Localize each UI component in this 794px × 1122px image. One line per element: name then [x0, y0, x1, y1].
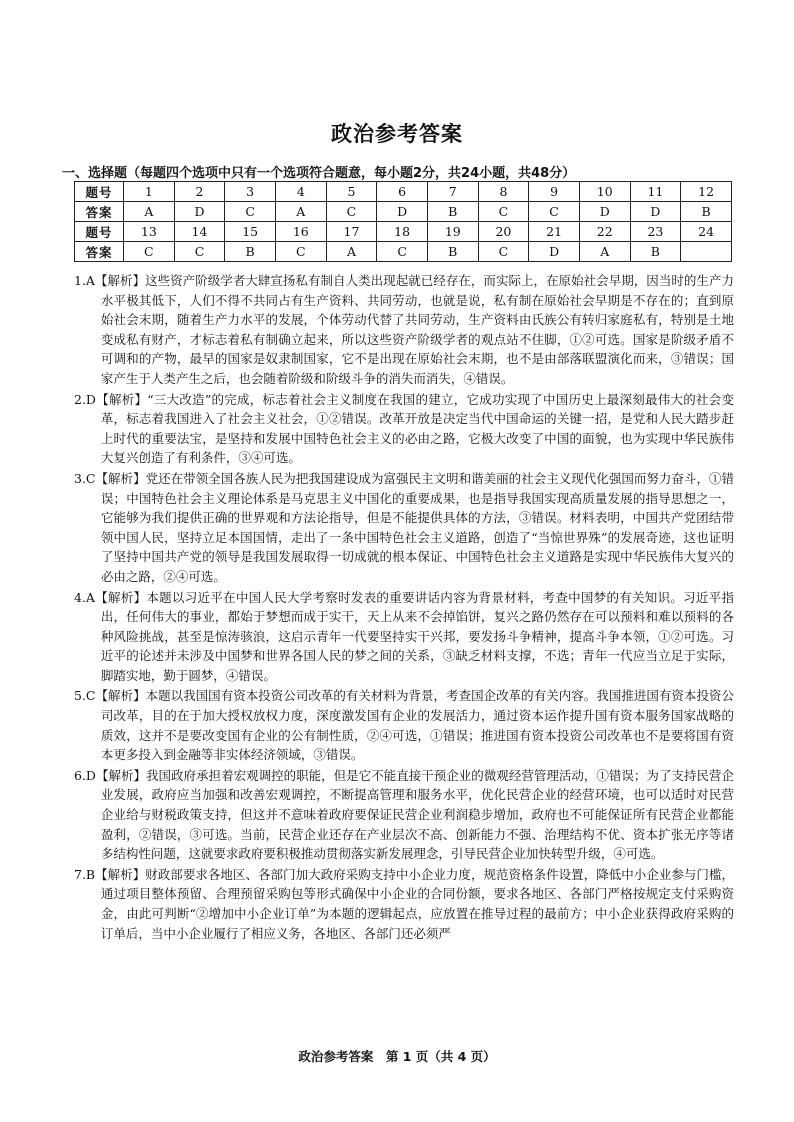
answer-cell: C — [275, 242, 326, 262]
answer-cell: 5 — [326, 182, 377, 202]
explanation-item: 6.D【解析】我国政府承担着宏观调控的职能，但是它不能直接干预企业的微观经营管理活动，①错误；为了支持民营企业发展，政府应当加强和改善宏观调控，不断提高管理和服务水平，优化民营企业的经营环境，也可以适时对民营企业给与财税政策支持，但这并不意味着政府要保证民营企业利润稳步增加，政府也不可能保证所有民营企业都能盈利，②错误，③可选。当前，民营企业还存在产业层次不高、创新能力不强、治理结构不优、资本扩张无序等诸多结构性问题，这就要求政府要积极推动贯彻落实新发展理念，引导民营企业加快转型升级，④可选。 — [74, 767, 734, 862]
answer-cell: C — [174, 242, 225, 262]
answer-table-row — [75, 202, 732, 222]
answer-cell: 24 — [681, 222, 732, 242]
answer-cell: A — [275, 202, 326, 222]
answer-cell: D — [377, 202, 428, 222]
answer-cell: B — [630, 242, 681, 262]
answer-cell: 3 — [225, 182, 276, 202]
answer-cell: C — [225, 202, 276, 222]
answer-cell: B — [427, 242, 478, 262]
answer-cell: C — [478, 202, 529, 222]
answer-cell: 20 — [478, 222, 529, 242]
page-footer: 政治参考答案 第 1 页（共 4 页） — [298, 1049, 496, 1064]
answer-table-row — [75, 182, 732, 202]
answer-cell: 13 — [124, 222, 175, 242]
answer-cell: D — [529, 242, 580, 262]
answer-cell: B — [225, 242, 276, 262]
answer-cell: 2 — [174, 182, 225, 202]
row-label: 题号 — [75, 222, 124, 242]
row-label: 题号 — [75, 182, 124, 202]
explanations — [74, 271, 734, 944]
page-title: 政治参考答案 — [331, 122, 463, 146]
answer-cell: C — [326, 202, 377, 222]
answer-cell: 6 — [377, 182, 428, 202]
answer-cell: 23 — [630, 222, 681, 242]
answer-cell: C — [478, 242, 529, 262]
answer-cell: 17 — [326, 222, 377, 242]
answer-cell — [681, 242, 732, 262]
answer-cell: 16 — [275, 222, 326, 242]
answer-cell: A — [579, 242, 630, 262]
answer-cell: 22 — [579, 222, 630, 242]
answer-cell: A — [326, 242, 377, 262]
row-label: 答案 — [75, 202, 124, 222]
answer-cell: 8 — [478, 182, 529, 202]
explanation-item: 3.C【解析】党还在带领全国各族人民为把我国建设成为富强民主文明和谐美丽的社会主义现代化强国而努力奋斗，①错误；中国特色社会主义理论体系是马克思主义中国化的重要成果，也是指导我国实现高质量发展的指导思想之一，它能够为我们提供正确的世界观和方法论指导，但是不能提供具体的方法，③错误。材料表明，中国共产党团结带领中国人民，坚持立足本国国情，走出了一条中国特色社会主义道路，创造了“当惊世界殊”的发展奇迹，这也证明了坚持中国共产党的领导是我国发展取得一切成就的根本保证、中国特色社会主义道路是实现中华民族伟大复兴的必由之路，②④可选。 — [74, 470, 734, 584]
answer-table-row — [75, 242, 732, 262]
row-label: 答案 — [75, 242, 124, 262]
answer-cell: 14 — [174, 222, 225, 242]
answer-cell: B — [681, 202, 732, 222]
explanation-item: 2.D【解析】“三大改造”的完成，标志着社会主义制度在我国的建立，它成功实现了中国历史上最深刻最伟大的社会变革，标志着我国进入了社会主义社会，①②错误。改革开放是决定当代中国命运的关键一招，是党和人民大踏步赶上时代的重要法宝，是坚持和发展中国特色社会主义的必由之路，它极大改变了中国的面貌，也为实现中华民族伟大复兴创造了有利条件，③④可选。 — [74, 391, 734, 466]
explanation-item: 1.A【解析】这些资产阶级学者大肆宣扬私有制自人类出现起就已经存在，而实际上，在原始社会早期，因当时的生产力水平极其低下，人们不得不共同占有生产资料、共同劳动，也就是说，私有制在原始社会早期是不存在的；直到原始社会末期，随着生产力水平的发展，个体劳动代替了共同劳动，生产资料由氏族公有转归家庭私有，特别是土地变成私有财产，才标志着私有制确立起来，所以这些资产阶级学者的观点站不住脚，①②可选。国家是阶级矛盾不可调和的产物，最早的国家是奴隶制国家，它不是出现在原始社会末期，也不是由部落联盟演化而来，③错误；国家产生于人类产生之后，也会随着阶级和阶级斗争的消失而消失，④错误。 — [74, 273, 734, 386]
explanation-item: 5.C【解析】本题以我国国有资本投资公司改革的有关材料为背景，考查国企改革的有关内容。我国推进国有资本投资公司改革，目的在于加大授权放权力度，深度激发国有企业的发展活力，通过资本运作提升国有资本服务国家战略的质效，这并不是要改变国有企业的公有制性质，②④可选，①错误；推进国有资本投资公司改革也不是要将国有资本更多投入到金融等非实体经济领域，③错误。 — [74, 688, 734, 763]
answer-cell: 15 — [225, 222, 276, 242]
answer-cell: A — [124, 202, 175, 222]
answer-table-row — [75, 222, 732, 242]
answer-cell: 18 — [377, 222, 428, 242]
answer-cell: 19 — [427, 222, 478, 242]
answer-cell: C — [529, 202, 580, 222]
answer-cell: D — [579, 202, 630, 222]
answer-cell: C — [124, 242, 175, 262]
explanation-item: 7.B【解析】财政部要求各地区、各部门加大政府采购支持中小企业力度，规范资格条件设置，降低中小企业参与门槛，通过项目整体预留、合理预留采购包等形式确保中小企业的合同份额，要求各地区、各部门严格按规定支付采购资金，由此可判断“②增加中小企业订单”为本题的逻辑起点，应放置在推导过程的最前方；中小企业获得政府采购的订单后，当中小企业履行了相应义务，各地区、各部门还必须严 — [74, 866, 734, 941]
answer-table — [74, 181, 732, 262]
answer-cell: B — [427, 202, 478, 222]
answer-cell: D — [630, 202, 681, 222]
answer-cell: 7 — [427, 182, 478, 202]
answer-cell: 4 — [275, 182, 326, 202]
answer-cell: 12 — [681, 182, 732, 202]
answer-cell: C — [377, 242, 428, 262]
answer-cell: 10 — [579, 182, 630, 202]
answer-cell: 9 — [529, 182, 580, 202]
explanation-item: 4.A【解析】本题以习近平在中国人民大学考察时发表的重要讲话内容为背景材料，考查中国梦的有关知识。习近平指出，任何伟大的事业，都始于梦想而成于实干，天上从来不会掉馅饼，复兴之路仍然存在可以预料和难以预料的各种风险挑战，甚至是惊涛骇浪，这启示青年一代要坚持实干兴邦，要发扬斗争精神，提高斗争本领，①②可选。习近平的论述并未涉及中国梦和世界各国人民的梦之间的关系，③缺乏材料支撑，不选；青年一代应当立足于实际，脚踏实地，勤于圆梦，④错误。 — [74, 589, 734, 683]
answer-cell: 21 — [529, 222, 580, 242]
answer-cell: D — [174, 202, 225, 222]
answer-cell: 1 — [124, 182, 175, 202]
answer-cell: 11 — [630, 182, 681, 202]
section-heading: 一、选择题（每题四个选项中只有一个选项符合题意，每小题2分，共24小题，共48分） — [62, 166, 576, 181]
